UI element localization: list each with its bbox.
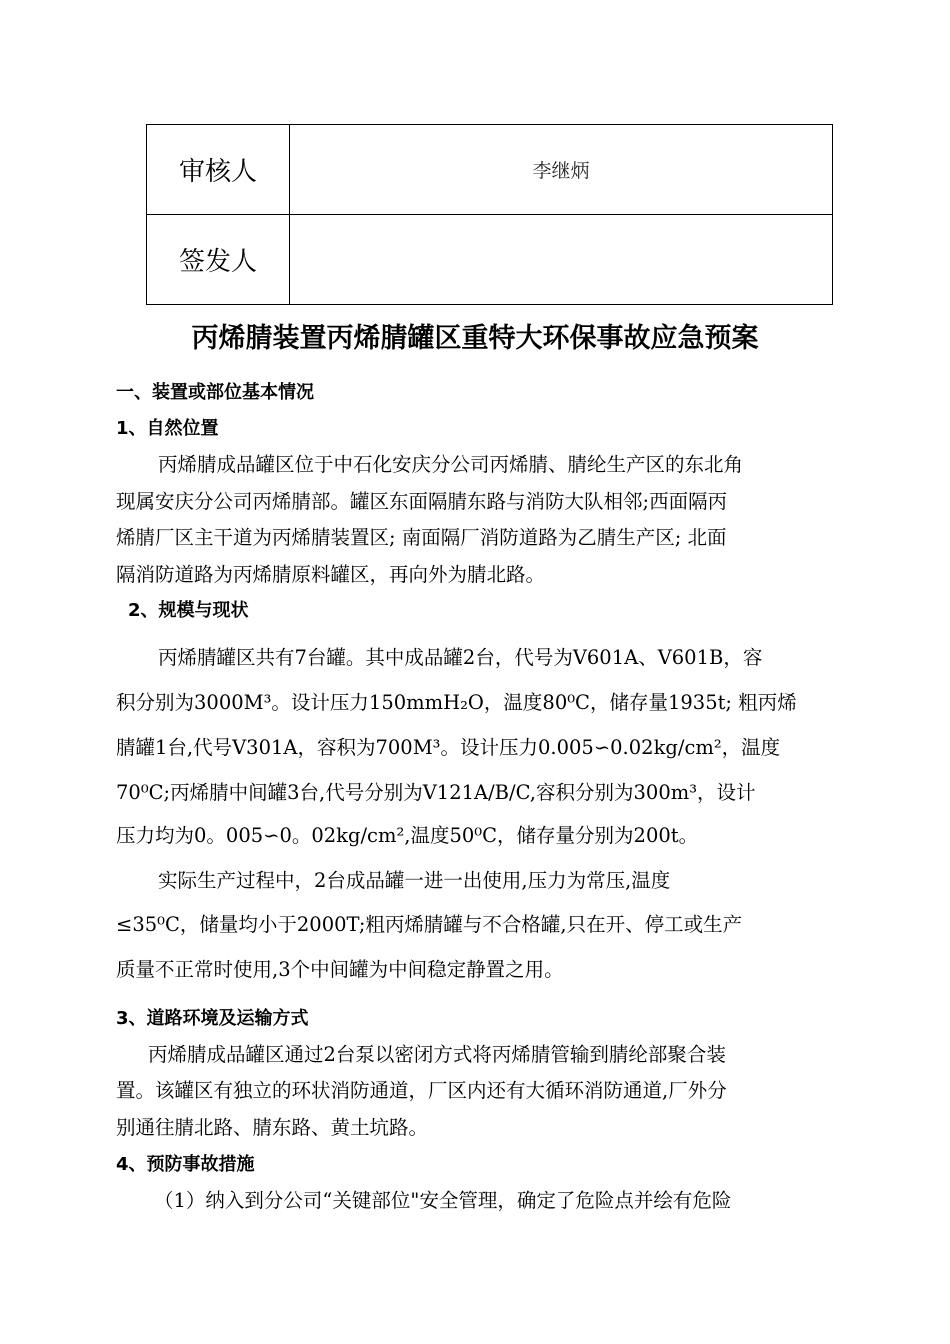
paragraph-line: ≤35⁰C，储量均小于2000T;粗丙烯腈罐与不合格罐,只在开、停工或生产 xyxy=(116,913,743,936)
paragraph-line: 腈罐1台,代号V301A，容积为700M³。设计压力0.005∽0.02kg/cm²，温度 xyxy=(116,736,781,759)
paragraph-line: 丙烯腈成品罐区通过2台泵以密闭方式将丙烯腈管输到腈纶部聚合装 xyxy=(148,1043,726,1066)
reviewer-label: 审核人 xyxy=(147,125,290,215)
paragraph-line: 丙烯腈罐区共有7台罐。其中成品罐2台，代号为V601A、V601B，容 xyxy=(158,646,763,669)
signoff-table xyxy=(146,124,833,305)
paragraph-line: 实际生产过程中，2台成品罐一进一出使用,压力为常压,温度 xyxy=(158,869,671,892)
paragraph-line: 积分别为3000M³。设计压力150mmH₂O，温度80⁰C，储存量1935t; 粗丙烯 xyxy=(116,691,797,714)
paragraph-line: （1）纳入到分公司“关键部位"安全管理，确定了危险点并绘有危险 xyxy=(154,1189,732,1212)
subsection-heading: 2、规模与现状 xyxy=(128,600,249,621)
subsection-heading: 4、预防事故措施 xyxy=(116,1154,255,1175)
paragraph-line: 烯腈厂区主干道为丙烯腈装置区; 南面隔厂消防道路为乙腈生产区; 北面 xyxy=(116,526,727,549)
reviewer-name: 李继炳 xyxy=(290,125,833,215)
reviewer-row xyxy=(147,125,833,215)
document-title: 丙烯腈装置丙烯腈罐区重特大环保事故应急预案 xyxy=(191,323,759,354)
paragraph-line: 现属安庆分公司丙烯腈部。罐区东面隔腈东路与消防大队相邻;西面隔丙 xyxy=(116,490,728,513)
issuer-label: 签发人 xyxy=(147,215,290,305)
paragraph-line: 丙烯腈成品罐区位于中石化安庆分公司丙烯腈、腈纶生产区的东北角 xyxy=(158,453,744,476)
paragraph-line: 别通往腈北路、腈东路、黄土坑路。 xyxy=(116,1116,429,1139)
paragraph-line: 置。该罐区有独立的环状消防通道，厂区内还有大循环消防通道,厂外分 xyxy=(116,1079,727,1102)
paragraph-line: 质量不正常时使用,3个中间罐为中间稳定静置之用。 xyxy=(116,958,564,981)
paragraph-line: 70⁰C;丙烯腈中间罐3台,代号分别为V121A/B/C,容积分别为300m³，设计 xyxy=(116,781,756,804)
subsection-heading: 1、自然位置 xyxy=(116,418,219,439)
issuer-name xyxy=(290,215,833,305)
section-heading: 一、装置或部位基本情况 xyxy=(116,382,314,403)
subsection-heading: 3、道路环境及运输方式 xyxy=(116,1008,309,1029)
issuer-row xyxy=(147,215,833,305)
paragraph-line: 压力均为0。005∽0。02kg/cm²,温度50⁰C，储存量分别为200t。 xyxy=(116,824,699,847)
paragraph-line: 隔消防道路为丙烯腈原料罐区，再向外为腈北路。 xyxy=(116,563,546,586)
